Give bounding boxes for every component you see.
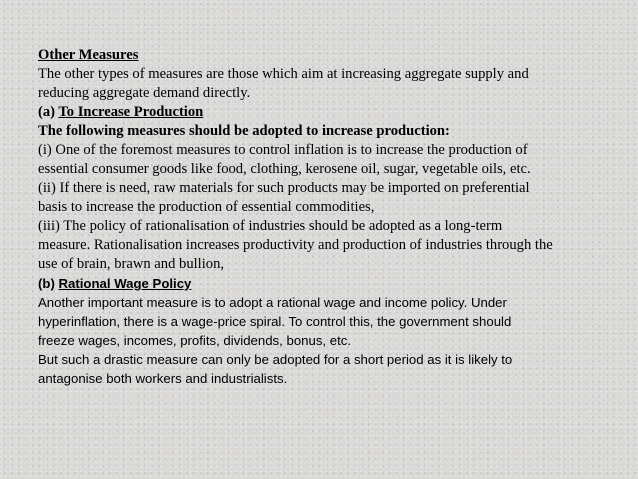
intro-line-1: The other types of measures are those which aim at increasing aggregate supply and	[38, 66, 529, 82]
section-a-lead: The following measures should be adopted to increase production:	[38, 123, 450, 139]
section-b-line-4: But such a drastic measure can only be adopted for a short period as it is likely to	[38, 352, 513, 367]
slide-content	[38, 46, 608, 388]
section-b-line-5: antagonise both workers and industrialists.	[38, 371, 288, 386]
section-b-title: Rational Wage Policy	[58, 276, 192, 291]
section-b-prefix: (b)	[38, 276, 59, 291]
intro-line-2: reducing aggregate demand directly.	[38, 85, 251, 101]
heading-other-measures: Other Measures	[38, 47, 139, 63]
section-a-line-7: use of brain, brawn and bullion,	[38, 256, 225, 272]
section-a-prefix: (a)	[38, 104, 59, 120]
section-b-line-2: hyperinflation, there is a wage-price spiral. To control this, the government should	[38, 314, 512, 329]
section-b-heading	[38, 274, 608, 293]
section-a-line-6: measure. Rationalisation increases productivity and production of industries through the	[38, 237, 553, 253]
section-a-line-1: (i) One of the foremost measures to control inflation is to increase the production of	[38, 142, 528, 158]
section-a-line-5: (iii) The policy of rationalisation of industries should be adopted as a long-term	[38, 218, 503, 234]
section-a-line-3: (ii) If there is need, raw materials for such products may be imported on preferential	[38, 180, 530, 196]
section-a-line-4: basis to increase the production of essential commodities,	[38, 199, 375, 215]
section-a-line-2: essential consumer goods like food, clothing, kerosene oil, sugar, vegetable oils, etc.	[38, 161, 531, 177]
section-b-line-1: Another important measure is to adopt a rational wage and income policy. Under	[38, 295, 507, 310]
section-a-title: To Increase Production	[58, 104, 204, 120]
section-a-heading	[38, 103, 608, 122]
section-b-line-3: freeze wages, incomes, profits, dividends, bonus, etc.	[38, 333, 351, 348]
